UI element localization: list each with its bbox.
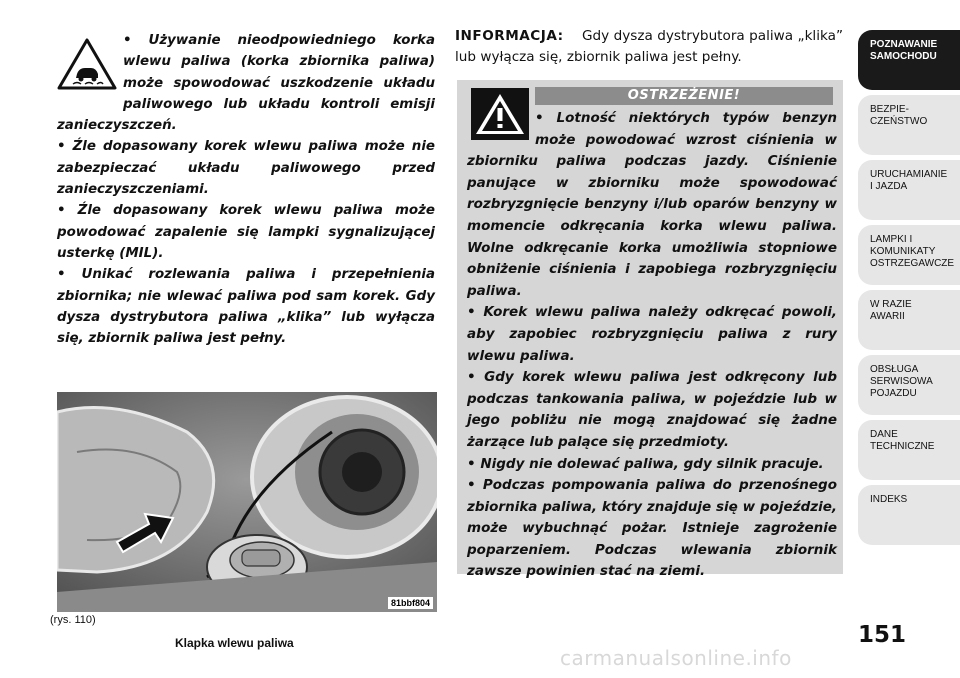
- tab-label: POZNAWANIE: [870, 39, 938, 50]
- tab-label: OBSŁUGA: [870, 364, 919, 375]
- warning-body: [467, 108, 837, 583]
- tab-label: OSTRZEGAWCZE: [870, 258, 955, 269]
- slippery-car-caution-icon: [57, 38, 117, 90]
- warning-bullet: • Lotność niektórych typów benzyn może powodować wzrost ciśnienia w zbiorniku paliwa podczas jazdy. Ciśnienie panujące w zbiorniku może spowodować rozbryzgnięcie benzyny i/lub oparów benzyny w momencie odkręcania korka wlewu paliwa. Wolne odkręcanie korka umożliwia stopniowe obniżenie ciśnienia i zapobiega rozbryzgnięciu paliwa.: [467, 110, 837, 299]
- tab-label: URUCHAMIANIE: [870, 169, 948, 180]
- tab-label: DANE: [870, 429, 898, 440]
- warning-bullet: • Gdy korek wlewu paliwa jest odkręcony lub podczas tankowania paliwa, w pojeździe lub w jego pobliżu nie mogą znajdować się żadne żarzące lub palące się przedmioty.: [467, 369, 837, 450]
- fuel-door-photo: [57, 392, 437, 612]
- tab-lampki-i-komunikaty[interactable]: [858, 225, 960, 285]
- figure-caption: Klapka wlewu paliwa: [175, 636, 294, 650]
- tab-label: BEZPIE-: [870, 104, 909, 115]
- caution-bullet: • Unikać rozlewania paliwa i przepełnienia zbiornika; nie wlewać paliwa pod sam korek. Gdy dysza dystrybutora paliwa „klika” lub wyłącza się, zbiornik paliwa jest pełny.: [57, 267, 435, 347]
- chapter-tabs: [858, 30, 960, 550]
- warning-bullet: • Korek wlewu paliwa należy odkręcać powoli, aby zapobiec rozbryzgnięciu paliwa z rury wlewu paliwa.: [467, 304, 837, 364]
- tab-indeks[interactable]: [858, 485, 960, 545]
- tab-obsluga-serwisowa[interactable]: [858, 355, 960, 415]
- tab-dane-techniczne[interactable]: [858, 420, 960, 480]
- tab-w-razie-awarii[interactable]: [858, 290, 960, 350]
- caution-bullet: • Źle dopasowany korek wlewu paliwa może nie zabezpieczać układu paliwowego przed zanieczyszczeniami.: [57, 139, 435, 198]
- tab-label: I JAZDA: [870, 181, 908, 192]
- tab-uruchamianie-i-jazda[interactable]: [858, 160, 960, 220]
- warning-box: [457, 80, 843, 580]
- tab-label: TECHNICZNE: [870, 441, 935, 452]
- info-note: [455, 26, 843, 68]
- tab-label: W RAZIE: [870, 299, 912, 310]
- tab-label: KOMUNIKATY: [870, 246, 936, 257]
- caution-bullet: • Źle dopasowany korek wlewu paliwa może powodować zapalenie się lampki sygnalizującej usterkę (MIL).: [57, 203, 435, 261]
- caution-bullet: • Używanie nieodpowiedniego korka wlewu paliwa (korka zbiornika paliwa) może spowodować uszkodzenie układu paliwowego lub układu kontroli emisji zanieczyszczeń.: [57, 33, 435, 134]
- info-text: Gdy dysza dystrybutora paliwa „klika” lub wyłącza się, zbiornik paliwa jest pełny.: [455, 28, 843, 65]
- warning-bullet: • Nigdy nie dolewać paliwa, gdy silnik pracuje.: [467, 455, 824, 472]
- tab-label: POJAZDU: [870, 388, 917, 399]
- tab-bezpieczenstwo[interactable]: [858, 95, 960, 155]
- tab-label: AWARII: [870, 311, 905, 322]
- warning-title: OSTRZEŻENIE!: [535, 87, 833, 105]
- figure-reference: (rys. 110): [50, 614, 96, 626]
- tab-label: LAMPKI I: [870, 234, 913, 245]
- tab-label: SAMOCHODU: [870, 51, 937, 62]
- tab-label: INDEKS: [870, 494, 908, 505]
- watermark: carmanualsonline.info: [560, 646, 792, 670]
- tab-label: SERWISOWA: [870, 376, 933, 387]
- warning-bullet: • Podczas pompowania paliwa do przenośnego zbiornika paliwa, który znajduje się w pojeździe, może wybuchnąć pożar. Istnieje zagrożenie poparzeniem. Podczas wlewania zbiornik zawsze powinien stać na ziemi.: [467, 477, 837, 580]
- page-number: 151: [858, 622, 907, 648]
- figure-code: 81bbf804: [388, 597, 433, 609]
- tab-poznawanie-samochodu[interactable]: [858, 30, 960, 90]
- fuel-door-illustration: [57, 392, 437, 612]
- caution-block: [57, 30, 435, 349]
- info-label: INFORMACJA:: [455, 28, 564, 44]
- tab-label: CZEŃSTWO: [870, 116, 928, 127]
